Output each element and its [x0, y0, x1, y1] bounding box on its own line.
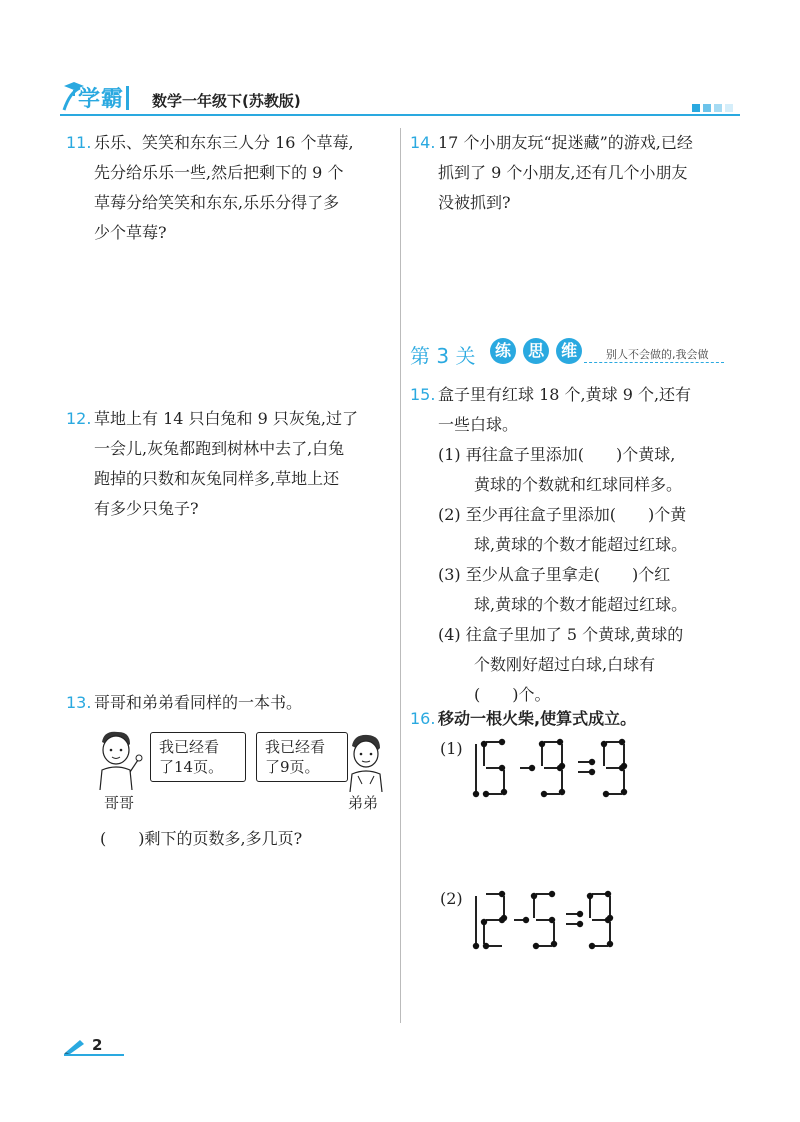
matchstick	[536, 891, 555, 897]
matchstick	[536, 917, 555, 923]
question-number: 13.	[66, 693, 92, 712]
matchstick	[531, 893, 537, 918]
question-line: 草莓分给笑笑和东东,乐乐分得了多	[94, 193, 340, 212]
matchstick-equation-1	[470, 738, 650, 800]
book-title: 数学一年级下(苏教版)	[152, 92, 301, 110]
puzzle-1-label: (1)	[440, 739, 463, 758]
matchstick	[514, 917, 529, 923]
speech-bubble-right	[256, 732, 348, 782]
matchstick	[607, 922, 613, 947]
sub-line: (1) 再往盒子里添加( )个黄球,	[438, 445, 676, 464]
matchstick	[592, 891, 611, 897]
matchstick	[566, 911, 583, 917]
bubble-line: 我已经看	[159, 738, 220, 756]
question-number: 15.	[410, 385, 436, 404]
sub-line: 个数刚好超过白球,白球有	[474, 655, 656, 674]
question-14	[410, 128, 740, 218]
older-brother-illustration	[90, 728, 150, 790]
section-badge: 练	[490, 338, 516, 364]
question-line: 乐乐、笑笑和东东三人分 16 个草莓,	[94, 133, 354, 152]
matchstick	[486, 891, 505, 897]
question-line: 少个草莓?	[94, 223, 167, 242]
sub-line: (2) 至少再往盒子里添加( )个黄	[438, 505, 687, 524]
section-underline	[584, 362, 724, 364]
question-line: 跑掉的只数和灰兔同样多,草地上还	[94, 469, 340, 488]
matchstick	[601, 741, 607, 766]
question-number: 14.	[410, 133, 436, 152]
matchstick	[486, 765, 505, 771]
matchstick	[501, 770, 507, 795]
matchstick	[566, 921, 583, 927]
matchstick	[592, 917, 611, 923]
question-line: 移动一根火柴,使算式成立。	[438, 709, 637, 728]
page-number: 2	[92, 1036, 103, 1054]
sub-line: ( )个。	[474, 685, 551, 704]
matchstick	[544, 765, 563, 771]
question-number: 16.	[410, 709, 436, 728]
question-11	[66, 128, 396, 248]
puzzle-2-label: (2)	[440, 889, 463, 908]
matchstick	[587, 893, 593, 918]
matchstick	[520, 765, 535, 771]
matchstick	[481, 919, 487, 944]
matchstick	[533, 943, 552, 949]
question-line: 没被抓到?	[438, 193, 511, 212]
sub-line: (4) 往盒子里加了 5 个黄球,黄球的	[438, 625, 684, 644]
sub-question-4	[438, 620, 740, 710]
logo-text: 学霸	[78, 87, 125, 112]
sub-question-2	[438, 500, 740, 560]
sub-question-3	[438, 560, 740, 620]
bubble-line: 我已经看	[265, 738, 326, 756]
matchstick	[578, 759, 595, 765]
matchstick-equation-2	[470, 890, 630, 952]
question-15	[410, 380, 740, 710]
matchstick	[486, 917, 505, 923]
question-12	[66, 404, 396, 524]
label-younger-brother: 弟弟	[348, 794, 379, 812]
bubble-line: 了9页。	[265, 758, 320, 776]
matchstick	[539, 741, 545, 766]
sub-line: 球,黄球的个数才能超过红球。	[474, 535, 688, 554]
bubble-line: 了14页。	[159, 758, 224, 776]
footer-rule	[64, 1054, 124, 1056]
question-number: 12.	[66, 409, 92, 428]
label-older-brother: 哥哥	[104, 794, 135, 812]
question-line: 先分给乐乐一些,然后把剩下的 9 个	[94, 163, 344, 182]
matchstick	[606, 739, 625, 745]
matchstick	[551, 922, 557, 947]
header-rule	[60, 114, 740, 116]
question-line: 17 个小朋友玩“捉迷藏”的游戏,已经	[438, 133, 693, 152]
matchstick	[486, 739, 505, 745]
section-slogan: 别人不会做的,我会做	[606, 348, 709, 361]
column-divider	[400, 128, 401, 1023]
matchstick	[481, 741, 487, 766]
question-line: 一会儿,灰兔都跑到树林中去了,白兔	[94, 439, 345, 458]
sub-line: 黄球的个数就和红球同样多。	[474, 475, 683, 494]
section-title: 第 3 关	[410, 344, 476, 368]
sub-line: 球,黄球的个数才能超过红球。	[474, 595, 688, 614]
matchstick	[603, 791, 622, 797]
question-13-ask: ( )剩下的页数多,多几页?	[100, 829, 303, 848]
sub-line: (3) 至少从盒子里拿走( )个红	[438, 565, 671, 584]
matchstick	[589, 943, 608, 949]
matchstick	[473, 744, 479, 797]
matchstick	[483, 943, 502, 949]
question-line: 一些白球。	[438, 415, 519, 434]
speech-bubble-left	[150, 732, 246, 782]
matchstick	[483, 791, 502, 797]
logo-bar	[126, 86, 129, 110]
matchstick	[578, 769, 595, 775]
matchstick	[473, 896, 479, 949]
question-line: 草地上有 14 只白兔和 9 只灰兔,过了	[94, 409, 358, 428]
section-badge: 维	[556, 338, 582, 364]
younger-brother-illustration	[338, 730, 394, 792]
question-13	[66, 688, 396, 718]
question-number: 11.	[66, 133, 92, 152]
matchstick	[621, 770, 627, 795]
matchstick	[544, 739, 563, 745]
pencil-icon	[64, 1038, 86, 1054]
sub-question-1	[438, 440, 740, 500]
matchstick	[559, 770, 565, 795]
section-badge: 思	[523, 338, 549, 364]
question-line: 抓到了 9 个小朋友,还有几个小朋友	[438, 163, 688, 182]
question-line: 盒子里有红球 18 个,黄球 9 个,还有	[438, 385, 692, 404]
question-line: 哥哥和弟弟看同样的一本书。	[94, 693, 303, 712]
section-badges	[490, 338, 584, 364]
matchstick	[541, 791, 560, 797]
question-line: 有多少只兔子?	[94, 499, 199, 518]
matchstick	[606, 765, 625, 771]
question-16	[410, 704, 740, 734]
